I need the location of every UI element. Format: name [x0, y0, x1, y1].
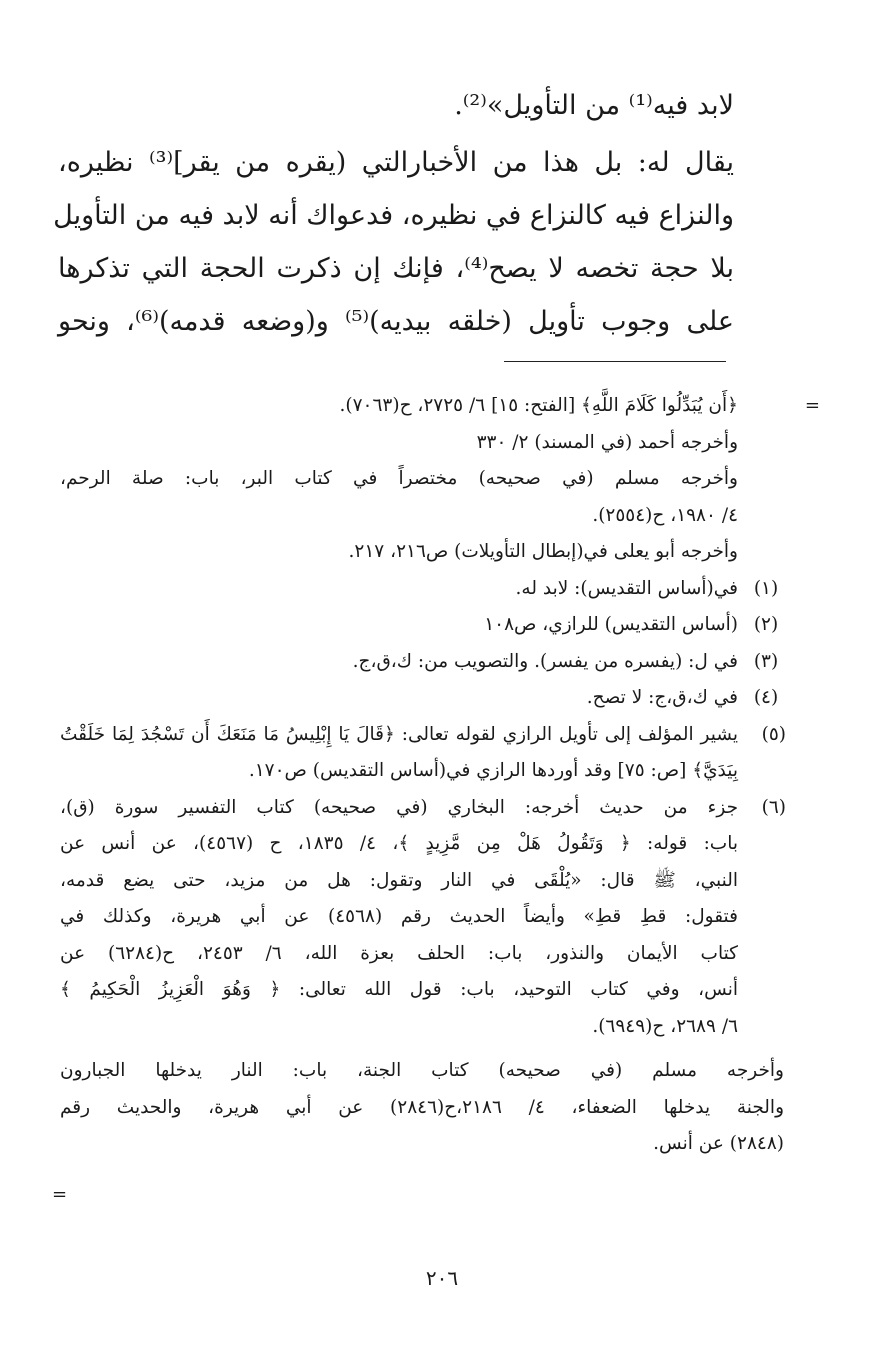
- footnote-number: (٣): [753, 650, 779, 672]
- footnote-item: [60, 607, 779, 644]
- main-line: لابد فيه⁽¹⁾ من التأويل»⁽²⁾.: [454, 90, 734, 121]
- footnote-text-line: ٦/ ٢٦٨٩، ح(٦٩٤٩).: [592, 1015, 738, 1037]
- footnote-continuation-line: وأخرجه أحمد (في المسند) ٢/ ٣٣٠: [476, 431, 738, 453]
- footnote-text-line: فتقول: قطِ قطِ» وأيضاً الحديث رقم (٤٥٦٨) عن أبي هريرة، وكذلك في: [60, 906, 738, 927]
- footnote-text: في ك،ق،ج: لا تصح.: [586, 687, 738, 708]
- main-text: [53, 76, 734, 348]
- continuation-marker-end: =: [52, 1184, 68, 1205]
- footnote-number: (١): [753, 577, 779, 599]
- footnote-text: يشير المؤلف إلى تأويل الرازي لقوله تعالى: ﴿قَالَ يَا إِبْلِيسُ مَا مَنَعَكَ أَن تَسْجُدَ لِمَا خَلَقْتُ: [60, 723, 738, 745]
- footnote-continuation-line: وأخرجه مسلم (في صحيحه) مختصراً في كتاب البر، باب: صلة الرحم،: [60, 468, 738, 489]
- footnote-number: (٢): [753, 614, 779, 635]
- footnote-text-line: النبي، ﷺ قال: «يُلْقَى في النار وتقول: هل من مزيد، حتى يضع قدمه،: [60, 869, 738, 891]
- footnote-item: [60, 571, 779, 608]
- footnote-separator: [504, 361, 726, 362]
- main-line: والنزاع فيه كالنزاع في نظيره، فدعواك أنه لابد فيه من التأويل: [53, 200, 734, 231]
- footnote-text-line: وأخرجه مسلم (في صحيحه) كتاب الجنة، باب: النار يدخلها الجبارون: [60, 1060, 784, 1081]
- footnote-text: جزء من حديث أخرجه: البخاري (في صحيحه) كتاب التفسير سورة (ق)،: [60, 796, 738, 818]
- footnote-continuation-line: وأخرجه أبو يعلى في(إبطال التأويلات) ص٢١٦، ٢١٧.: [348, 541, 738, 562]
- footnote-text: في(أساس التقديس): لابد له.: [515, 577, 738, 599]
- footnote-text: (أساس التقديس) للرازي، ص١٠٨: [484, 614, 738, 635]
- footnote-text-line: أنس، وفي كتاب التوحيد، باب: قول الله تعالى: ﴿ وَهُوَ الْعَزِيزُ الْحَكِيمُ ﴾: [60, 979, 738, 1000]
- footnote-text: في ل: (يفسره من يفسر). والتصويب من: ك،ق،ج.: [352, 650, 738, 672]
- main-line: على وجوب تأويل (خلقه بيديه)⁽⁵⁾ و(وضعه قدمه)⁽⁶⁾، ونحو: [58, 306, 734, 337]
- footnote-item: [60, 717, 786, 754]
- footnotes: [60, 388, 820, 1163]
- footnote-item: [60, 644, 779, 681]
- footnote-text-line: (٢٨٤٨) عن أنس.: [653, 1133, 784, 1154]
- footnote-continuation-line: = ﴿أَن يُبَدِّلُوا كَلَامَ اللَّهِ﴾ [الفتح: ١٥] ٦/ ٢٧٢٥، ح(٧٠٦٣).: [60, 388, 738, 425]
- footnote-number: (٤): [753, 687, 779, 708]
- main-line: يقال له: بل هذا من الأخبارالتي (يقره من يقر]⁽³⁾ نظيره،: [58, 147, 734, 178]
- footnote-continuation-line: ٤/ ١٩٨٠، ح(٢٥٥٤).: [592, 504, 738, 526]
- footnote-text-line: والجنة يدخلها الضعفاء، ٤/ ٢١٨٦،ح(٢٨٤٦) عن أبي هريرة، والحديث رقم: [60, 1096, 785, 1118]
- footnote-text-line: كتاب الأيمان والنذور، باب: الحلف بعزة الله، ٦/ ٢٤٥٣، ح(٦٢٨٤) عن: [60, 942, 738, 964]
- footnote-text-line: بِيَدَيَّ﴾ [ص: ٧٥] وقد أوردها الرازي في(أساس التقديس) ص١٧٠.: [248, 760, 738, 781]
- footnote-number: (٥): [761, 723, 786, 745]
- footnote-item: [60, 680, 779, 717]
- footnote-number: (٦): [761, 796, 786, 818]
- continuation-marker: =: [804, 395, 820, 416]
- page-number: ٢٠٦: [425, 1266, 459, 1290]
- footnote-text-line: باب: قوله: ﴿ وَتَقُولُ هَلْ مِن مَّزِيدٍ ﴾، ٤/ ١٨٣٥، ح (٤٥٦٧)، عن أنس عن: [60, 833, 738, 854]
- footnote-item: [60, 790, 786, 827]
- main-line: بلا حجة تخصه لا يصح⁽⁴⁾، فإنك إن ذكرت الحجة التي تذكرها: [58, 253, 734, 284]
